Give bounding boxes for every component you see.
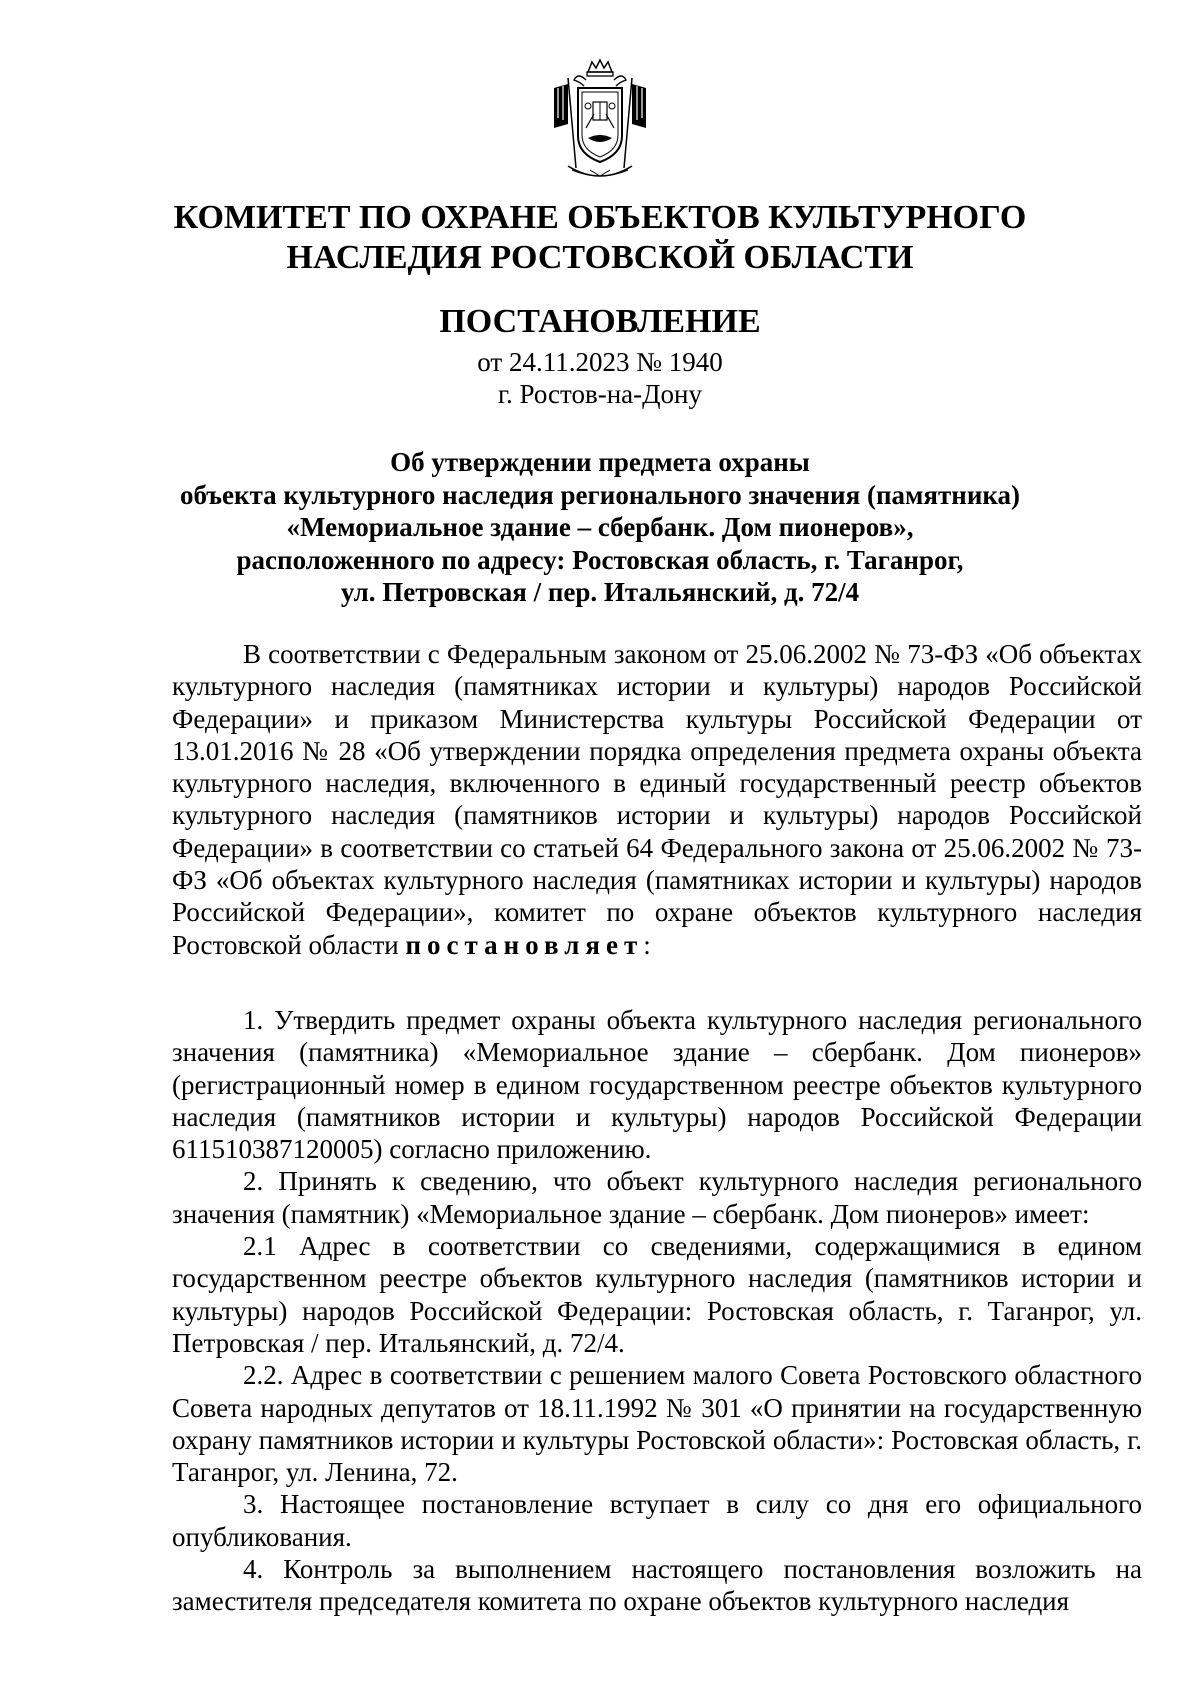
- resolution-verb: постановляет: [405, 929, 644, 960]
- item-2-1: 2.1 Адрес в соответствии со сведениями, содержащимися в едином государственном реестре объектов культурного наследия (памятников истории и культуры) народов Российской Федерации: Ростовская область, г. Таганрог, ул. Петровская / пер. Итальянский, д. 72/4.: [172, 1231, 1142, 1358]
- preamble: [172, 638, 1142, 961]
- title-line5: ул. Петровская / пер. Итальянский, д. 72/4: [340, 577, 860, 607]
- preamble-end: :: [643, 929, 651, 960]
- item-3: 3. Настоящее постановление вступает в силу со дня его официального опубликования.: [172, 1489, 1142, 1552]
- item-2: 2. Принять к сведению, что объект культурного наследия регионального значения (памятник) «Мемориальное здание – сбербанк. Дом пионеров» имеет:: [172, 1166, 1142, 1229]
- item-4: 4. Контроль за выполнением настоящего постановления возложить на заместителя председателя комитета по охране объектов культурного наследия: [172, 1554, 1142, 1617]
- document-title: [0, 446, 1200, 609]
- document-place: г. Ростов-на-Дону: [497, 379, 702, 409]
- preamble-text: В соответствии с Федеральным законом от 25.06.2002 № 73-ФЗ «Об объектах культурного наследия (памятниках истории и культуры) народов Российской Федерации» и приказом Министерства культуры Российской Федерации от 13.01.2016 № 28 «Об утверждении порядка определения предмета охраны объекта культурного наследия, включенного в единый государственный реестр объектов культурного наследия (памятников истории и культуры) народов Российской Федерации» в соответствии со статьей 64 Федерального закона от 25.06.2002 № 73-ФЗ «Об объектах культурного наследия (памятниках истории и культуры) народов Российской Федерации», комитет по охране объектов культурного наследия Ростовской области: [172, 639, 1142, 960]
- preamble-paragraph: [172, 638, 1142, 961]
- title-line2: объекта культурного наследия регионального значения (памятника): [179, 479, 1021, 510]
- title-line4: расположенного по адресу: Ростовская область, г. Таганрог,: [236, 544, 964, 575]
- document-type: ПОСТАНОВЛЕНИЕ: [439, 303, 761, 340]
- title-line3: «Мемориальное здание – сбербанк. Дом пионеров»,: [286, 512, 914, 542]
- document-number: от 24.11.2023 № 1940: [477, 347, 723, 377]
- coat-of-arms-icon: [550, 58, 650, 186]
- organization-name-line1: КОМИТЕТ ПО ОХРАНЕ ОБЪЕКТОВ КУЛЬТУРНОГО: [173, 199, 1027, 236]
- title-line1: Об утверждении предмета охраны: [390, 447, 810, 477]
- organization-name: [0, 198, 1200, 278]
- item-1: 1. Утвердить предмет охраны объекта культурного наследия регионального значения (памятника) «Мемориальное здание – сбербанк. Дом пионеров» (регистрационный номер в едином государственном реестре объектов культурного наследия (памятников истории и культуры) народов Российской Федерации 611510387120005) согласно приложению.: [172, 1005, 1142, 1165]
- item-2-2: 2.2. Адрес в соответствии с решением малого Совета Ростовского областного Совета народных депутатов от 18.11.1992 № 301 «О принятии на государственную охрану памятников истории и культуры Ростовской области»: Ростовская область, г. Таганрог, ул. Ленина, 72.: [172, 1360, 1142, 1488]
- resolution-items: [172, 1004, 1142, 1618]
- organization-name-line2: НАСЛЕДИЯ РОСТОВСКОЙ ОБЛАСТИ: [286, 239, 914, 276]
